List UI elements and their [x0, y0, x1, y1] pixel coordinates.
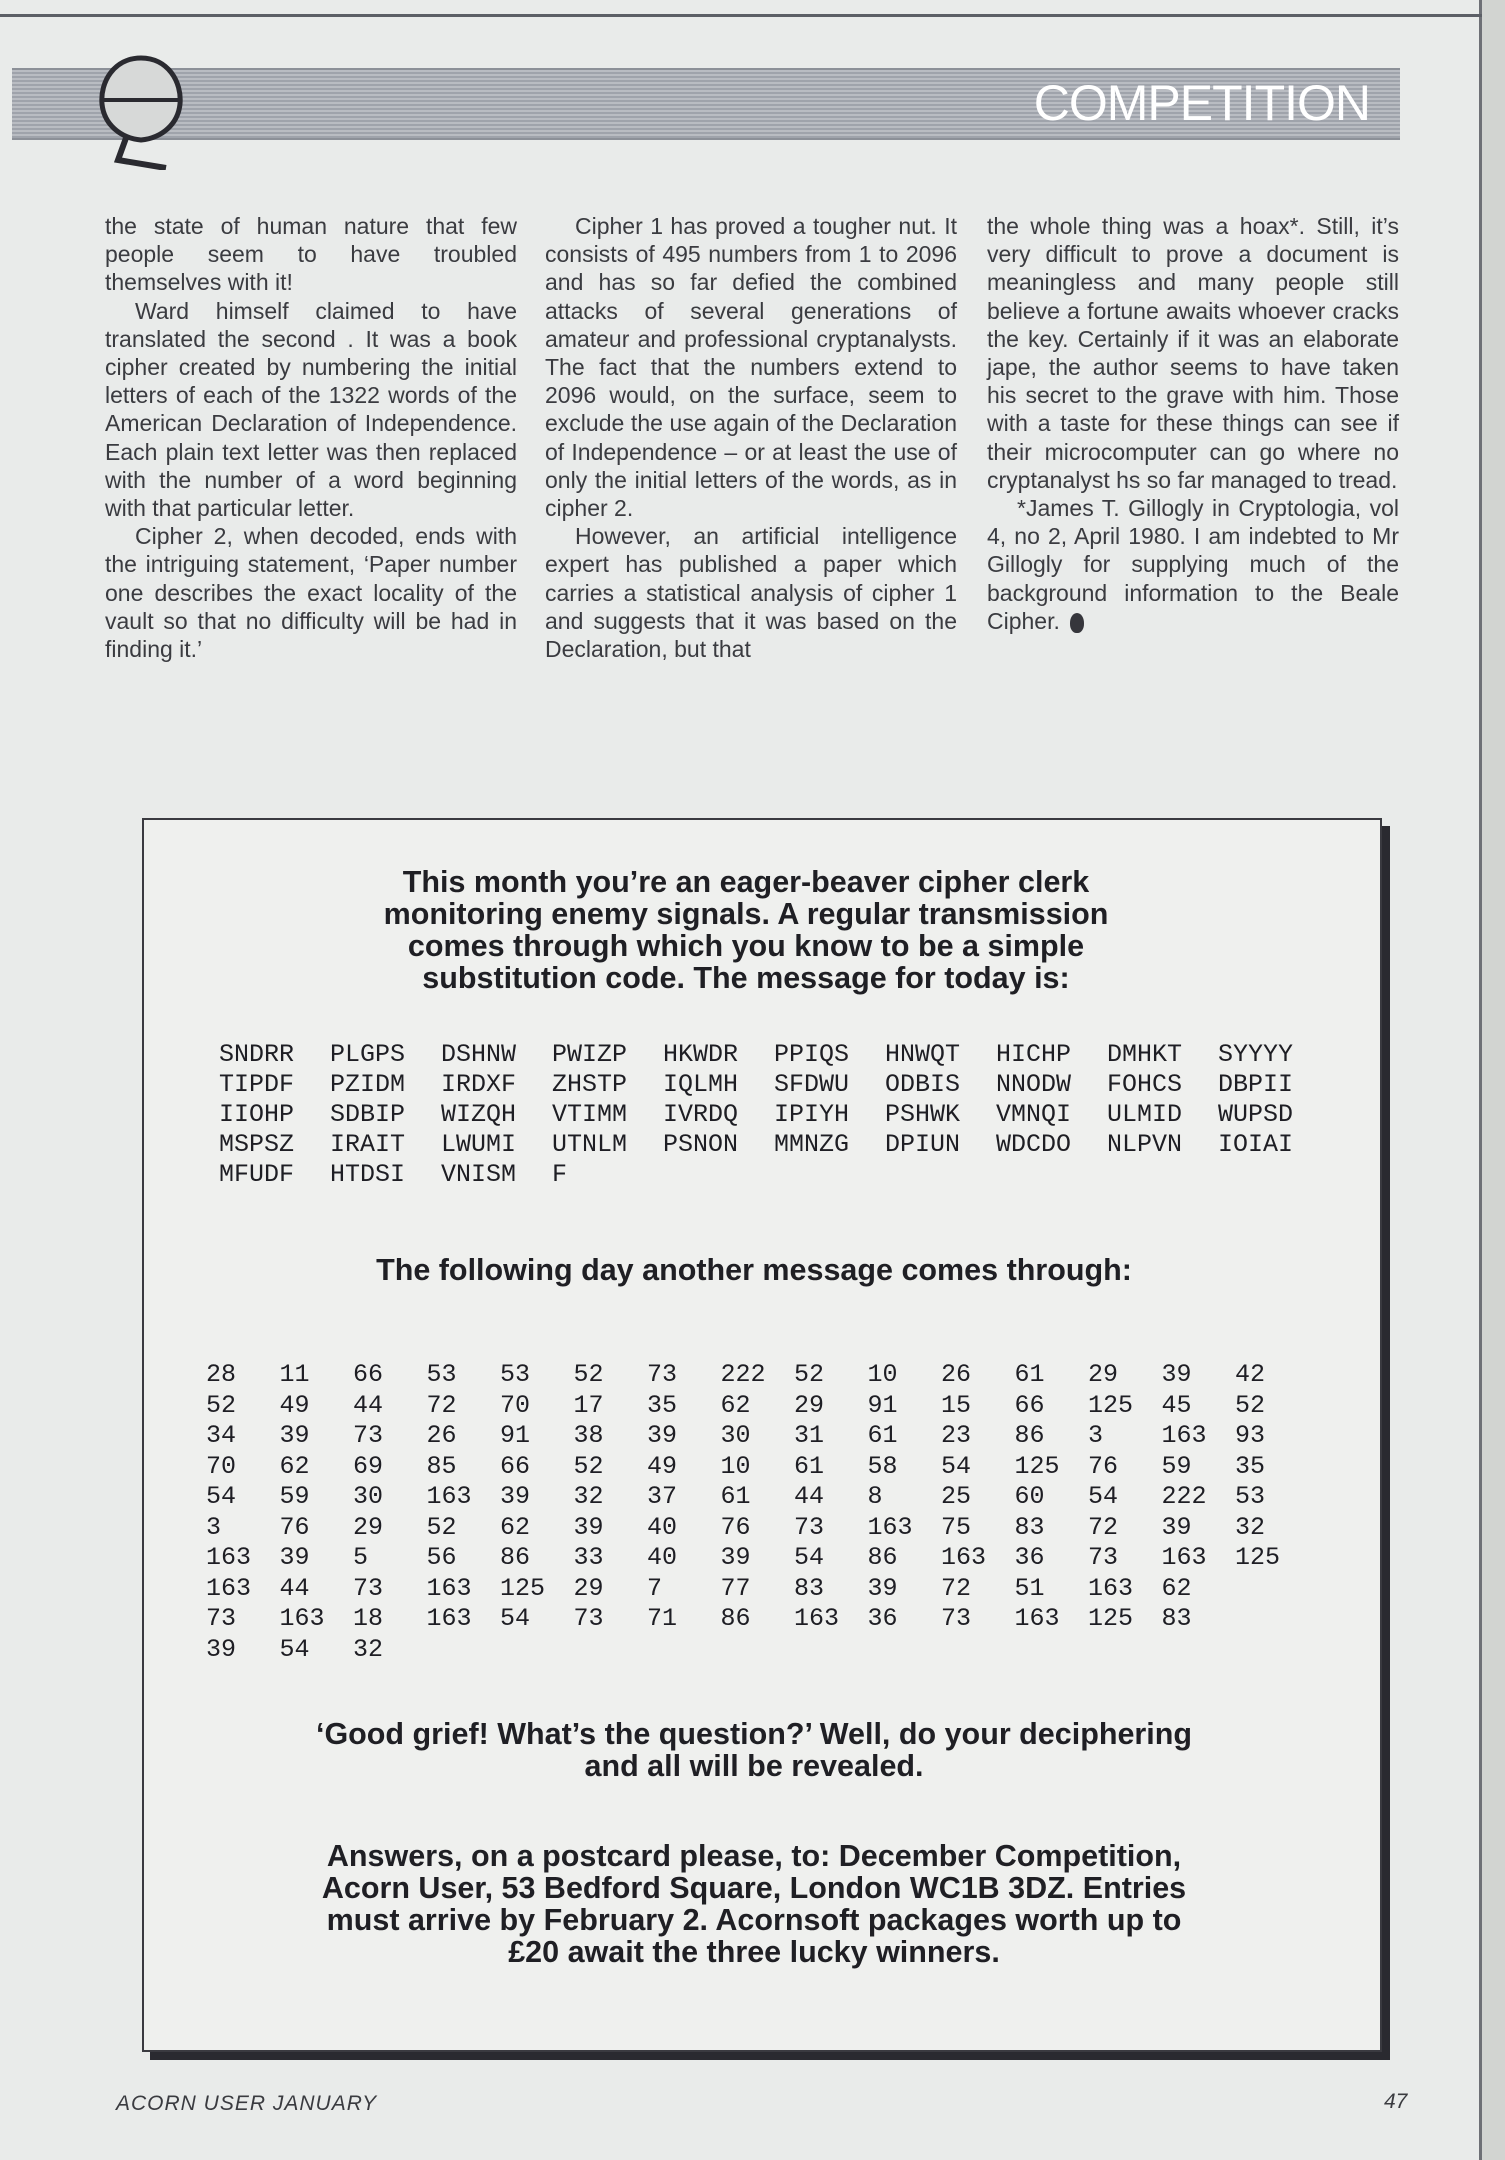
number-value: 33: [573, 1543, 604, 1572]
cipher-group: PZIDM: [330, 1070, 406, 1099]
number-value: 62: [1161, 1573, 1192, 1603]
number-value: 58: [867, 1451, 898, 1481]
number-value: 39: [1161, 1360, 1192, 1389]
number-value: 39: [279, 1421, 310, 1450]
article-column-2: [545, 212, 957, 663]
number-value: 59: [1161, 1451, 1192, 1481]
number-value: 30: [720, 1421, 751, 1450]
cipher-group: FOHCS: [1107, 1070, 1183, 1099]
number-value: 39: [279, 1543, 310, 1572]
number-value: 83: [1161, 1604, 1192, 1633]
number-value: 163: [279, 1604, 325, 1633]
number-value: 45: [1161, 1390, 1192, 1420]
number-value: 49: [279, 1390, 310, 1420]
competition-box: [142, 818, 1382, 2052]
number-row: [206, 1574, 1309, 1605]
number-value: 44: [279, 1573, 310, 1603]
number-value: 72: [426, 1390, 457, 1420]
number-value: 83: [794, 1573, 825, 1603]
number-value: 29: [353, 1512, 384, 1542]
number-value: 72: [1088, 1512, 1119, 1542]
section-title: COMPETITION: [1033, 75, 1370, 131]
number-value: 53: [1235, 1482, 1266, 1511]
paragraph: Cipher 1 has proved a tougher nut. It consists of 495 numbers from 1 to 2096 and has so far defied the combined attacks of several generations of amateur and professional cryptanalysts. The fact that the numbers extend to 2096 would, on the surface, seem to exclude the use again of the Declaration of Independence – or at least the use of only the initial letters of the words, as in cipher 2.: [545, 213, 957, 522]
number-value: 30: [353, 1482, 384, 1511]
number-value: 222: [1161, 1482, 1207, 1511]
number-value: 39: [500, 1482, 531, 1511]
cipher-group: MFUDF: [219, 1160, 295, 1189]
number-value: 18: [353, 1604, 384, 1633]
cipher-group: ULMID: [1107, 1100, 1183, 1129]
cipher-group: IPIYH: [774, 1100, 850, 1129]
number-value: 222: [720, 1360, 766, 1389]
number-value: 85: [426, 1451, 457, 1481]
page-number: 47: [1384, 2090, 1408, 2113]
end-mark-icon: [1070, 613, 1084, 633]
number-value: 61: [867, 1421, 898, 1450]
number-value: 26: [941, 1360, 972, 1389]
number-value: 73: [573, 1604, 604, 1633]
cipher-group: WDCDO: [996, 1130, 1072, 1159]
number-value: 62: [720, 1390, 751, 1420]
number-value: 5: [353, 1543, 369, 1572]
number-value: 39: [867, 1573, 898, 1603]
number-value: 29: [573, 1573, 604, 1603]
number-value: 125: [500, 1573, 546, 1603]
good-grief-text: ‘Good grief! What’s the question?’ Well, do your deciphering and all will be revealed.: [315, 1717, 1193, 1783]
number-value: 71: [647, 1604, 678, 1633]
number-value: 39: [206, 1634, 237, 1664]
number-value: 40: [647, 1543, 678, 1572]
number-value: 77: [720, 1573, 751, 1603]
number-value: 39: [720, 1543, 751, 1572]
cipher-group: VNISM: [441, 1160, 517, 1189]
cipher-group: MMNZG: [774, 1130, 850, 1159]
number-value: 26: [426, 1421, 457, 1450]
number-value: 73: [206, 1604, 237, 1633]
number-row: [206, 1604, 1309, 1635]
number-value: 52: [206, 1390, 237, 1420]
cipher-group: VMNQI: [996, 1100, 1072, 1129]
number-value: 54: [794, 1543, 825, 1572]
number-value: 52: [794, 1360, 825, 1389]
number-value: 163: [794, 1604, 840, 1633]
number-value: 73: [1088, 1543, 1119, 1572]
number-row: [206, 1482, 1309, 1513]
paragraph: However, an artificial intelligence expert has published a paper which carries a statistical analysis of cipher 1 and suggests that it was based on the Declaration, but that: [545, 523, 957, 663]
cipher-group: IVRDQ: [663, 1100, 739, 1129]
cipher-row: [219, 1100, 1329, 1130]
number-value: 54: [206, 1482, 237, 1511]
number-value: 32: [573, 1482, 604, 1511]
cipher-group: DSHNW: [441, 1040, 517, 1069]
number-value: 10: [720, 1451, 751, 1481]
number-value: 60: [1014, 1482, 1045, 1511]
cipher-group: WIZQH: [441, 1100, 517, 1129]
paragraph: Ward himself claimed to have translated the second . It was a book cipher created by numbering the initial letters of each of the 1322 words of the American Declaration of Independence. Each plain text letter was then replaced with the number of a word beginning with that particular letter.: [105, 297, 517, 522]
number-value: 73: [353, 1421, 384, 1450]
number-value: 76: [720, 1512, 751, 1542]
number-value: 54: [500, 1604, 531, 1633]
number-value: 3: [1088, 1421, 1104, 1450]
footer-publication: ACORN USER JANUARY: [116, 2092, 378, 2115]
number-value: 70: [206, 1451, 237, 1481]
number-value: 163: [206, 1573, 252, 1603]
number-value: 15: [941, 1390, 972, 1420]
number-value: 52: [426, 1512, 457, 1542]
number-value: 76: [279, 1512, 310, 1542]
number-value: 51: [1014, 1573, 1045, 1603]
cipher-group: IIOHP: [219, 1100, 295, 1129]
cipher-group: SYYYY: [1218, 1040, 1294, 1069]
paragraph: the whole thing was a hoax*. Still, it’s very difficult to prove a document is meaningless and many people still believe a fortune awaits whoever cracks the key. Certainly if it was an elaborate jape, the author seems to have taken his secret to the grave with him. Those with a taste for these things can see if their microcomputer can go where no cryptanalyst hs so far managed to tread.: [987, 213, 1399, 493]
number-value: 40: [647, 1512, 678, 1542]
number-value: 38: [573, 1421, 604, 1450]
cipher-group: MSPSZ: [219, 1130, 295, 1159]
number-value: 86: [867, 1543, 898, 1572]
competition-intro: This month you’re an eager-beaver cipher clerk monitoring enemy signals. A regular transmission comes through which you know to be a simple substitution code. The message for today is:: [383, 865, 1109, 995]
number-value: 39: [573, 1512, 604, 1542]
number-value: 86: [500, 1543, 531, 1572]
cipher-group: PSHWK: [885, 1100, 961, 1129]
number-value: 62: [279, 1451, 310, 1481]
number-value: 73: [353, 1573, 384, 1603]
number-value: 66: [1014, 1390, 1045, 1420]
number-value: 10: [867, 1360, 898, 1389]
cipher-group: DBPII: [1218, 1070, 1294, 1099]
number-value: 163: [1088, 1573, 1134, 1603]
cipher-group: VTIMM: [552, 1100, 628, 1129]
number-value: 54: [1088, 1482, 1119, 1511]
number-value: 163: [1161, 1421, 1207, 1450]
cipher-group: SFDWU: [774, 1070, 850, 1099]
cipher-row: [219, 1040, 1329, 1070]
number-value: 53: [426, 1360, 457, 1389]
cipher-group: WUPSD: [1218, 1100, 1294, 1129]
number-value: 52: [1235, 1390, 1266, 1420]
cipher-group: IRDXF: [441, 1070, 517, 1099]
number-value: 163: [941, 1543, 987, 1572]
number-value: 163: [426, 1482, 472, 1511]
number-value: 61: [794, 1451, 825, 1481]
cipher-group: HICHP: [996, 1040, 1072, 1069]
cipher-group: IOIAI: [1218, 1130, 1294, 1159]
cipher-group: ODBIS: [885, 1070, 961, 1099]
top-rule: [0, 14, 1482, 17]
number-value: 76: [1088, 1451, 1119, 1481]
cipher-group: TIPDF: [219, 1070, 295, 1099]
number-value: 163: [867, 1512, 913, 1542]
number-value: 163: [206, 1543, 252, 1572]
cipher-row: [219, 1070, 1329, 1100]
cipher-message: [219, 1040, 1329, 1190]
number-value: 56: [426, 1543, 457, 1572]
number-value: 54: [941, 1451, 972, 1481]
number-value: 61: [1014, 1360, 1045, 1389]
number-value: 62: [500, 1512, 531, 1542]
number-value: 91: [867, 1390, 898, 1420]
cipher-row: [219, 1160, 1329, 1190]
number-row: [206, 1360, 1309, 1391]
number-row: [206, 1543, 1309, 1574]
article-column-3: [987, 212, 1399, 635]
number-value: 125: [1235, 1543, 1281, 1572]
number-value: 34: [206, 1421, 237, 1450]
number-value: 91: [500, 1421, 531, 1450]
number-value: 73: [794, 1512, 825, 1542]
number-value: 39: [1161, 1512, 1192, 1542]
cipher-group: HTDSI: [330, 1160, 406, 1189]
cipher-group: PWIZP: [552, 1040, 628, 1069]
number-value: 83: [1014, 1512, 1045, 1542]
footnote: [987, 494, 1399, 635]
number-value: 35: [1235, 1451, 1266, 1481]
number-value: 35: [647, 1390, 678, 1420]
number-value: 72: [941, 1573, 972, 1603]
cipher-group: SNDRR: [219, 1040, 295, 1069]
number-value: 32: [1235, 1512, 1266, 1542]
number-value: 52: [573, 1360, 604, 1389]
number-value: 53: [500, 1360, 531, 1389]
cipher-row: [219, 1130, 1329, 1160]
number-value: 69: [353, 1451, 384, 1481]
number-value: 28: [206, 1360, 237, 1389]
number-value: 125: [1014, 1451, 1060, 1481]
number-value: 125: [1088, 1604, 1134, 1633]
number-value: 163: [1161, 1543, 1207, 1572]
number-value: 37: [647, 1482, 678, 1511]
number-value: 7: [647, 1573, 663, 1603]
cipher-group: F: [552, 1160, 568, 1189]
cipher-group: HKWDR: [663, 1040, 739, 1069]
cipher-group: UTNLM: [552, 1130, 628, 1159]
section-banner: [12, 68, 1400, 140]
cipher-group: IQLMH: [663, 1070, 739, 1099]
number-value: 23: [941, 1421, 972, 1450]
number-value: 75: [941, 1512, 972, 1542]
acorn-logo-icon: [96, 52, 186, 170]
number-value: 73: [941, 1604, 972, 1633]
cipher-group: ZHSTP: [552, 1070, 628, 1099]
number-row: [206, 1635, 1309, 1666]
number-value: 86: [1014, 1421, 1045, 1450]
answers-text: Answers, on a postcard please, to: December Competition, Acorn User, 53 Bedford Square, London WC1B 3DZ. Entries must arrive by February 2. Acornsoft packages worth up to £20 await the three lucky winners.: [321, 1839, 1187, 1969]
number-message: [206, 1360, 1309, 1665]
paragraph: Cipher 2, when decoded, ends with the intriguing statement, ‘Paper number one describes the exact locality of the vault so that no difficulty will be had in finding it.’: [105, 523, 517, 663]
number-row: [206, 1421, 1309, 1452]
cipher-group: SDBIP: [330, 1100, 406, 1129]
number-value: 3: [206, 1512, 222, 1542]
number-value: 163: [426, 1573, 472, 1603]
number-value: 93: [1235, 1421, 1266, 1450]
number-value: 86: [720, 1604, 751, 1633]
number-value: 52: [573, 1451, 604, 1481]
number-value: 163: [1014, 1604, 1060, 1633]
number-value: 36: [1014, 1543, 1045, 1572]
cipher-group: PLGPS: [330, 1040, 406, 1069]
number-value: 29: [1088, 1360, 1119, 1389]
number-value: 125: [1088, 1390, 1134, 1420]
number-value: 61: [720, 1482, 751, 1511]
number-value: 42: [1235, 1360, 1266, 1389]
cipher-group: NNODW: [996, 1070, 1072, 1099]
number-value: 36: [867, 1604, 898, 1633]
number-value: 163: [426, 1604, 472, 1633]
number-row: [206, 1513, 1309, 1544]
number-value: 29: [794, 1390, 825, 1420]
cipher-group: NLPVN: [1107, 1130, 1183, 1159]
cipher-group: HNWQT: [885, 1040, 961, 1069]
number-value: 8: [867, 1482, 883, 1511]
number-value: 59: [279, 1482, 310, 1511]
number-value: 31: [794, 1421, 825, 1450]
article-column-1: [105, 212, 517, 663]
number-value: 73: [647, 1360, 678, 1389]
cipher-group: DMHKT: [1107, 1040, 1183, 1069]
cipher-group: LWUMI: [441, 1130, 517, 1159]
number-value: 39: [647, 1421, 678, 1450]
number-value: 32: [353, 1634, 384, 1664]
number-value: 17: [573, 1390, 604, 1420]
cipher-group: IRAIT: [330, 1130, 406, 1159]
next-day-heading: The following day another message comes through:: [376, 1253, 1132, 1287]
number-value: 66: [500, 1451, 531, 1481]
number-row: [206, 1452, 1309, 1483]
number-value: 54: [279, 1634, 310, 1664]
number-row: [206, 1391, 1309, 1422]
number-value: 49: [647, 1451, 678, 1481]
number-value: 70: [500, 1390, 531, 1420]
paragraph: the state of human nature that few people seem to have troubled themselves with it!: [105, 213, 517, 296]
number-value: 25: [941, 1482, 972, 1511]
cipher-group: PSNON: [663, 1130, 739, 1159]
cipher-group: DPIUN: [885, 1130, 961, 1159]
number-value: 66: [353, 1360, 384, 1389]
number-value: 44: [353, 1390, 384, 1420]
number-value: 11: [279, 1360, 310, 1389]
cipher-group: PPIQS: [774, 1040, 850, 1069]
footnote-text: *James T. Gillogly in Cryptologia, vol 4, no 2, April 1980. I am indebted to Mr Gillogly for supplying much of the background information to the Beale Cipher.: [987, 495, 1399, 634]
number-value: 44: [794, 1482, 825, 1511]
